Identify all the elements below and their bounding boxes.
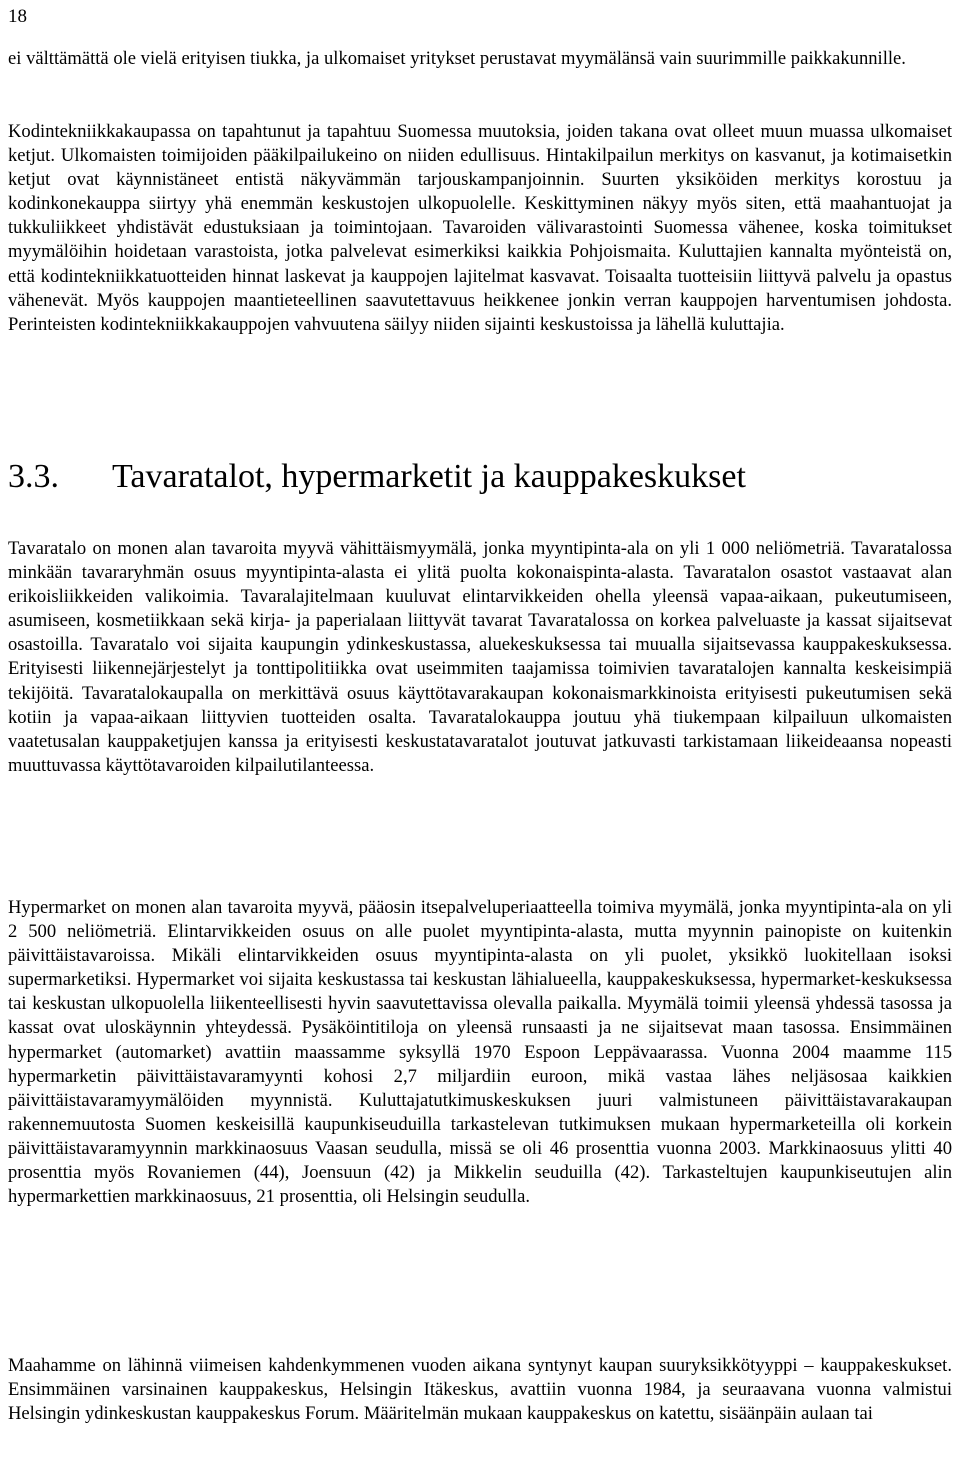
- paragraph-3: Tavaratalo on monen alan tavaroita myyvä vähittäismyymälä, jonka myyntipinta-ala on yli 1 000 neliömetriä. Tavaratalossa minkään tavararyhmän osuus myyntipinta-alasta ei ylitä puolta kokonaispinta-alasta. Tavaratalon osastot vastaavat alan erikoisliikkeiden valikoimia. Tavaralajitelmaan kuuluvat elintarvikkeiden ohella yleensä vapaa-aikaan, pukeutumiseen, asumiseen, kosmetiikkaan sekä kirja- ja paperialaan liittyvät tavarat Tavaratalossa on korkea palveluaste ja kassat sijaitsevat osastoilla. Tavaratalo voi sijaita kaupungin ydinkeskustassa, aluekeskuksessa tai muualla sijaitsevassa kauppakeskuksessa. Erityisesti liikennejärjestelyt ja tonttipolitiikka ovat useimmiten taajamissa toimivien tavaratalojen kannalta keskeisimpiä tekijöitä. Tavaratalokaupalla on merkittävä osuus käyttötavarakaupan kokonaismarkkinoista erityisesti pukeutumisen sekä kotiin ja vapaa-aikaan liittyvien tuotteiden osalta. Tavaratalokauppa joutuu yhä tiukempaan kilpailuun ulkomaisten vaatetusalan kauppaketjujen kanssa ja erityisesti keskustatavaratalot joutuvat jatkuvasti tarkistamaan liikeideaansa nopeasti muuttuvassa käyttötavaroiden kilpailutilanteessa.: [8, 538, 952, 776]
- page-number: 18: [8, 6, 27, 27]
- paragraph-4: Hypermarket on monen alan tavaroita myyvä, pääosin itsepalveluperiaatteella toimiva myymälä, jonka myyntipinta-ala on yli 2 500 neliömetriä. Elintarvikkeiden osuus on alle puolet myyntipinta-alasta, mutta myynnin painopiste on kuitenkin päivittäistavaroissa. Mikäli elintarvikkeiden osuus myyntipinta-alasta on yli puolet, yksikkö luokitellaan isoksi supermarketiksi. Hypermarket voi sijaita keskustassa tai keskustan lähialueella, kauppakeskuksessa, hypermarket-keskuksessa tai keskustan ulkopuolella liikenteellisesti hyvin saavutettavissa olevalla paikalla. Myymälä toimii yleensä yhdessä tasossa ja kassat ovat uloskäynnin yhteydessä. Pysäköintitiloja on yleensä runsaasti ja ne sijaitsevat maan tasossa. Ensimmäinen hypermarket (automarket) avattiin maassamme syksyllä 1970 Espoon Leppävaarassa. Vuonna 2004 maamme 115 hypermarketin päivittäistavaramyynti kohosi 2,7 miljardiin euroon, mikä vastaa lähes neljäsosaa kaikkien päivittäistavaramyymälöiden myynnistä. Kuluttajatutkimuskeskuksen juuri valmistuneen päivittäistavarakaupan rakennemuutosta Suomen keskeisillä kaupunkiseuduilla tarkastelevan tutkimuksen mukaan hypermarketeilla oli korkein päivittäistavaramyynnin markkinaosuus Vaasan seudulla, missä se oli 46 prosenttia vuonna 2003. Markkinaosuus ylitti 40 prosenttia myös Rovaniemen (44), Joensuun (42) ja Mikkelin seuduilla (42). Tarkasteltujen kaupunkiseutujen alin hypermarkettien markkinaosuus, 21 prosenttia, oli Helsingin seudulla.: [8, 897, 952, 1208]
- section-title: Tavaratalot, hypermarketit ja kauppakeskukset: [112, 458, 746, 495]
- section-number: 3.3.: [8, 458, 59, 495]
- paragraph-5: Maahamme on lähinnä viimeisen kahdenkymmenen vuoden aikana syntynyt kaupan suuryksikkötyyppi – kauppakeskukset. Ensimmäinen varsinainen kauppakeskus, Helsingin Itäkeskus, avattiin vuonna 1984, ja seuraavana vuonna valmistui Helsingin ydinkeskustan kauppakeskus Forum. Määritelmän mukaan kauppakeskus on katettu, sisäänpäin aulaan tai: [8, 1355, 952, 1425]
- paragraph-2: Kodintekniikkakaupassa on tapahtunut ja tapahtuu Suomessa muutoksia, joiden takana ovat olleet muun muassa ulkomaiset ketjut. Ulkomaisten toimijoiden pääkilpailukeino on niiden edullisuus. Hintakilpailun merkitys on kasvanut, ja kotimaisetkin ketjut ovat käynnistäneet entistä näkyvämmän tarjouskampanjoinnin. Suurten yksiköiden merkitys korostuu ja kodinkonekauppa siirtyy yhä enemmän keskustojen ulkopuolelle. Keskittyminen näkyy myös siten, että maahantuojat ja tukkuliikkeet yhdistävät edustuksiaan ja toimintojaan. Tavaroiden välivarastointi Suomessa vähenee, koska toimitukset myymälöihin hoidetaan varastoista, jotka palvelevat esimerkiksi kaikkia Pohjoismaita. Kuluttajien kannalta myönteistä on, että kodintekniikkatuotteiden hinnat laskevat ja kauppojen lajitelmat kasvavat. Toisaalta tuotteisiin liittyvä palvelu ja opastus vähenevät. Myös kauppojen maantieteellinen saavutettavuus heikkenee jonkin verran kauppojen harventumisen johdosta. Perinteisten kodintekniikkakauppojen vahvuutena säilyy niiden sijainti keskustoissa ja lähellä kuluttajia.: [8, 121, 952, 335]
- section-heading: [8, 454, 952, 500]
- paragraph-1: ei välttämättä ole vielä erityisen tiukka, ja ulkomaiset yritykset perustavat myymälänsä vain suurimmille paikkakunnille.: [8, 48, 906, 69]
